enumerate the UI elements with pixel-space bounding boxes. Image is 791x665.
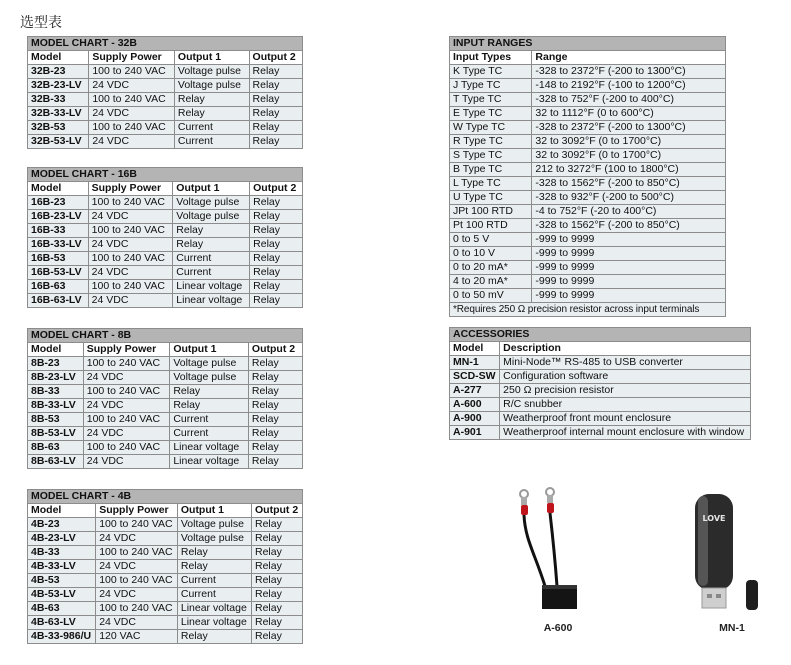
table-cell: JPt 100 RTD [450,205,532,219]
table-footnote: *Requires 250 Ω precision resistor across input terminals [450,303,726,317]
table-row [450,384,751,398]
table-row [450,261,726,275]
table-cell: Relay [250,252,303,266]
table-cell: 0 to 20 mA* [450,261,532,275]
table-cell: 4B-23-LV [28,532,96,546]
table-row [450,233,726,247]
table-cell: -328 to 2372°F (-200 to 1300°C) [532,121,726,135]
table-cell: 4B-33 [28,546,96,560]
column-header: Output 2 [250,182,303,196]
table-cell: 24 VDC [83,427,170,441]
table-cell: U Type TC [450,191,532,205]
table-row [450,135,726,149]
table-row [28,588,303,602]
table-cell: 24 VDC [89,135,175,149]
table-cell: 4B-53 [28,574,96,588]
table-cell: Relay [177,630,251,644]
table-cell: Relay [173,224,250,238]
table-cell: Relay [252,518,303,532]
model-chart-4b [27,489,303,644]
table-cell: Relay [252,546,303,560]
table-cell: Linear voltage [177,616,251,630]
table-cell: Linear voltage [173,294,250,308]
table-cell: R/C snubber [500,398,751,412]
table-cell: Relay [248,427,302,441]
table-row [450,412,751,426]
table-cell: Linear voltage [173,280,250,294]
accessories-table [449,327,751,440]
table-cell: Current [173,266,250,280]
table-cell: -328 to 1562°F (-200 to 850°C) [532,219,726,233]
column-header: Output 2 [249,51,302,65]
table-cell: Relay [250,266,303,280]
column-header: Supply Power [88,182,173,196]
table-cell: 32B-33 [28,93,89,107]
table-row [450,65,726,79]
table-cell: Relay [248,399,302,413]
table-cell: Weatherproof internal mount enclosure with window [500,426,751,440]
table-cell: 24 VDC [88,210,173,224]
table-cell: 212 to 3272°F (100 to 1800°C) [532,163,726,177]
table-title: INPUT RANGES [450,37,726,51]
table-cell: 32B-53-LV [28,135,89,149]
table-cell: Voltage pulse [174,65,249,79]
column-header: Supply Power [83,343,170,357]
table-cell: 24 VDC [88,266,173,280]
table-cell: Relay [250,210,303,224]
table-row [28,210,303,224]
table-cell: 16B-53 [28,252,89,266]
table-row [28,371,303,385]
table-row [450,398,751,412]
table-cell: 100 to 240 VAC [88,280,173,294]
table-cell: A-901 [450,426,500,440]
table-row [28,560,303,574]
table-cell: Voltage pulse [170,357,249,371]
table-cell: Relay [249,65,302,79]
table-cell: 8B-23 [28,357,84,371]
table-row [28,546,303,560]
table-cell: Voltage pulse [174,79,249,93]
table-cell: 100 to 240 VAC [96,602,178,616]
table-cell: 16B-23 [28,196,89,210]
table-cell: 100 to 240 VAC [96,518,178,532]
table-cell: Relay [252,630,303,644]
table-cell: 8B-53-LV [28,427,84,441]
table-cell: -999 to 9999 [532,233,726,247]
table-cell: Relay [252,588,303,602]
table-row [450,247,726,261]
table-cell: Voltage pulse [170,371,249,385]
table-cell: 4B-33-LV [28,560,96,574]
table-row [450,149,726,163]
table-cell: 4B-53-LV [28,588,96,602]
table-cell: J Type TC [450,79,532,93]
table-cell: B Type TC [450,163,532,177]
column-header: Output 1 [177,504,251,518]
table-cell: 100 to 240 VAC [89,121,175,135]
table-row [28,399,303,413]
table-cell: -4 to 752°F (-20 to 400°C) [532,205,726,219]
table-cell: -999 to 9999 [532,261,726,275]
table-cell: -148 to 2192°F (-100 to 1200°C) [532,79,726,93]
table-row [28,532,303,546]
table-cell: 4B-23 [28,518,96,532]
table-cell: Voltage pulse [173,210,250,224]
table-cell: 16B-33 [28,224,89,238]
table-cell: 32B-23 [28,65,89,79]
table-row [28,79,303,93]
table-cell: 8B-63 [28,441,84,455]
table-row [450,191,726,205]
column-header: Input Types [450,51,532,65]
table-cell: Relay [250,280,303,294]
table-cell: Current [177,588,251,602]
table-cell: 120 VAC [96,630,178,644]
table-cell: Current [173,252,250,266]
a600-label: A-600 [543,622,573,634]
table-row [28,238,303,252]
table-cell: 100 to 240 VAC [83,413,170,427]
table-cell: 16B-63 [28,280,89,294]
page-title: 选型表 [20,14,62,30]
table-cell: Pt 100 RTD [450,219,532,233]
table-row [28,224,303,238]
table-cell: Relay [174,107,249,121]
table-cell: Relay [249,135,302,149]
table-cell: 100 to 240 VAC [88,224,173,238]
table-cell: Relay [248,413,302,427]
table-cell: 24 VDC [96,532,178,546]
table-cell: 24 VDC [96,560,178,574]
table-cell: 8B-33-LV [28,399,84,413]
column-header: Description [500,342,751,356]
table-row [28,107,303,121]
table-title: MODEL CHART - 16B [28,168,303,182]
table-cell: 32 to 3092°F (0 to 1700°C) [532,149,726,163]
table-row [28,196,303,210]
table-cell: Relay [174,93,249,107]
table-row [28,121,303,135]
table-row [28,616,303,630]
table-cell: -328 to 752°F (-200 to 400°C) [532,93,726,107]
table-cell: 4 to 20 mA* [450,275,532,289]
table-cell: 100 to 240 VAC [83,357,170,371]
table-cell: T Type TC [450,93,532,107]
table-row [28,574,303,588]
column-header: Model [28,182,89,196]
mn1-converter-image [688,488,758,613]
table-cell: 24 VDC [96,588,178,602]
table-title: ACCESSORIES [450,328,751,342]
table-cell: 24 VDC [83,399,170,413]
table-cell: Relay [248,455,302,469]
table-title: MODEL CHART - 4B [28,490,303,504]
table-row [28,93,303,107]
table-cell: Relay [248,441,302,455]
table-cell: 4B-63 [28,602,96,616]
table-cell: Relay [249,121,302,135]
table-cell: Relay [248,357,302,371]
column-header: Model [450,342,500,356]
table-row [450,121,726,135]
table-cell: 8B-23-LV [28,371,84,385]
table-cell: Relay [248,385,302,399]
table-row [28,413,303,427]
column-header: Supply Power [89,51,175,65]
table-cell: 100 to 240 VAC [83,385,170,399]
table-cell: S Type TC [450,149,532,163]
table-cell: E Type TC [450,107,532,121]
table-cell: -999 to 9999 [532,275,726,289]
table-cell: W Type TC [450,121,532,135]
table-row [450,219,726,233]
table-cell: 8B-53 [28,413,84,427]
table-cell: 4B-63-LV [28,616,96,630]
table-cell: Relay [252,602,303,616]
table-title: MODEL CHART - 32B [28,37,303,51]
table-cell: -328 to 2372°F (-200 to 1300°C) [532,65,726,79]
table-row [450,370,751,384]
table-row [28,65,303,79]
table-row [450,205,726,219]
table-row [28,280,303,294]
table-cell: 24 VDC [83,371,170,385]
table-row [28,441,303,455]
table-cell: 100 to 240 VAC [88,196,173,210]
table-cell: 16B-23-LV [28,210,89,224]
table-row [450,177,726,191]
table-cell: 24 VDC [89,79,175,93]
column-header: Model [28,504,96,518]
table-cell: Current [174,135,249,149]
table-cell: Current [177,574,251,588]
table-cell: Relay [250,224,303,238]
table-cell: Voltage pulse [177,532,251,546]
table-cell: SCD-SW [450,370,500,384]
table-cell: -328 to 1562°F (-200 to 850°C) [532,177,726,191]
table-row [28,455,303,469]
table-row [28,294,303,308]
table-cell: 100 to 240 VAC [88,252,173,266]
table-cell: -328 to 932°F (-200 to 500°C) [532,191,726,205]
column-header: Output 1 [170,343,249,357]
table-cell: 16B-63-LV [28,294,89,308]
table-cell: 0 to 5 V [450,233,532,247]
table-cell: 24 VDC [88,238,173,252]
table-cell: A-277 [450,384,500,398]
table-cell: 100 to 240 VAC [96,574,178,588]
table-cell: Voltage pulse [177,518,251,532]
table-row [450,93,726,107]
table-cell: 16B-33-LV [28,238,89,252]
table-cell: 8B-63-LV [28,455,84,469]
table-row [450,289,726,303]
model-chart-32b [27,36,303,149]
table-cell: 0 to 50 mV [450,289,532,303]
table-row [450,275,726,289]
table-cell: A-600 [450,398,500,412]
table-cell: 100 to 240 VAC [89,93,175,107]
column-header: Output 1 [173,182,250,196]
table-cell: Linear voltage [170,455,249,469]
table-cell: Current [174,121,249,135]
table-cell: Current [170,413,249,427]
table-cell: 100 to 240 VAC [96,546,178,560]
table-row [28,266,303,280]
table-cell: Relay [250,294,303,308]
table-cell: 100 to 240 VAC [89,65,175,79]
table-cell: Linear voltage [177,602,251,616]
table-row [28,427,303,441]
table-cell: R Type TC [450,135,532,149]
table-cell: 8B-33 [28,385,84,399]
a600-snubber-image [515,484,605,614]
column-header: Supply Power [96,504,178,518]
table-cell: Relay [249,79,302,93]
table-cell: Relay [170,399,249,413]
table-cell: 16B-53-LV [28,266,89,280]
mn1-label: MN-1 [719,622,745,634]
table-cell: A-900 [450,412,500,426]
table-cell: Relay [248,371,302,385]
column-header: Output 2 [248,343,302,357]
table-row [28,630,303,644]
table-row [28,385,303,399]
table-cell: 32 to 3092°F (0 to 1700°C) [532,135,726,149]
table-cell: 24 VDC [89,107,175,121]
table-cell: 32B-53 [28,121,89,135]
table-cell: 24 VDC [83,455,170,469]
table-row [450,79,726,93]
table-cell: 24 VDC [96,616,178,630]
table-cell: Relay [249,93,302,107]
mn1-logo: LOVE [702,514,726,523]
table-cell: Relay [250,238,303,252]
table-cell: 32B-33-LV [28,107,89,121]
table-row [450,163,726,177]
table-cell: Current [170,427,249,441]
table-row [28,602,303,616]
table-title: MODEL CHART - 8B [28,329,303,343]
table-cell: K Type TC [450,65,532,79]
table-row [28,252,303,266]
table-cell: 24 VDC [88,294,173,308]
table-cell: 4B-33-986/U [28,630,96,644]
table-row [450,107,726,121]
column-header: Output 2 [252,504,303,518]
table-cell: Linear voltage [170,441,249,455]
model-chart-16b [27,167,303,308]
table-cell: Relay [177,546,251,560]
column-header: Output 1 [174,51,249,65]
table-row [28,357,303,371]
table-cell: Relay [177,560,251,574]
table-cell: 100 to 240 VAC [83,441,170,455]
column-header: Range [532,51,726,65]
table-cell: Relay [252,574,303,588]
table-cell: Relay [173,238,250,252]
table-cell: 250 Ω precision resistor [500,384,751,398]
input-ranges-table [449,36,726,317]
table-cell: -999 to 9999 [532,247,726,261]
table-cell: Configuration software [500,370,751,384]
column-header: Model [28,343,84,357]
model-chart-8b [27,328,303,469]
table-cell: L Type TC [450,177,532,191]
table-cell: Relay [170,385,249,399]
table-cell: 0 to 10 V [450,247,532,261]
column-header: Model [28,51,89,65]
table-cell: 32B-23-LV [28,79,89,93]
table-cell: Relay [252,616,303,630]
table-row [28,518,303,532]
table-cell: Relay [252,560,303,574]
table-cell: Weatherproof front mount enclosure [500,412,751,426]
table-cell: -999 to 9999 [532,289,726,303]
table-row [28,135,303,149]
table-cell: Relay [250,196,303,210]
table-cell: Voltage pulse [173,196,250,210]
table-cell: Relay [249,107,302,121]
table-row [450,426,751,440]
table-cell: MN-1 [450,356,500,370]
table-cell: Relay [252,532,303,546]
table-cell: Mini-Node™ RS-485 to USB converter [500,356,751,370]
table-row [450,356,751,370]
table-cell: 32 to 1112°F (0 to 600°C) [532,107,726,121]
